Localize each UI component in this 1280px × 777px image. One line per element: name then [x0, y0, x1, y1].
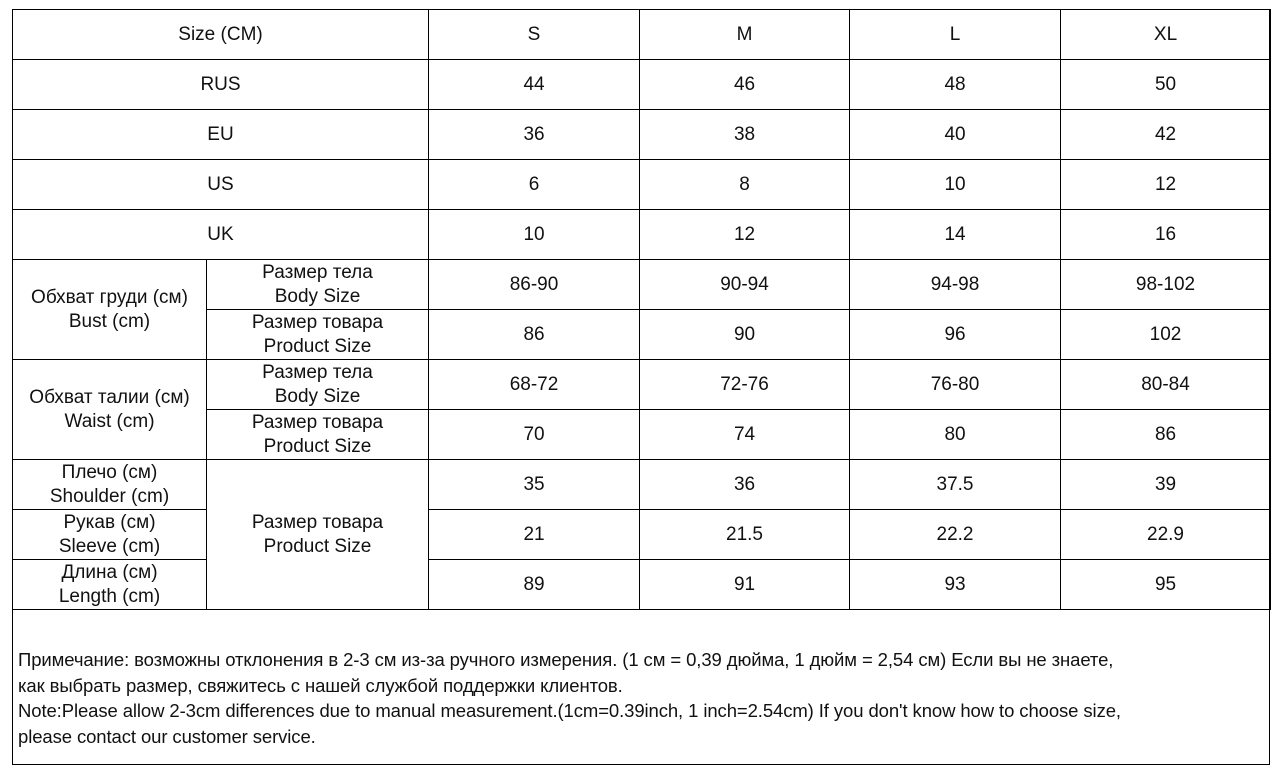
shoulder-label-ru: Плечо (см) — [61, 461, 158, 483]
value-cell: 6 — [429, 160, 640, 210]
value-cell: 86 — [1061, 410, 1271, 460]
value-cell: 8 — [640, 160, 850, 210]
value-cell: 22.9 — [1061, 510, 1271, 560]
value-cell: 12 — [640, 210, 850, 260]
value-cell: 95 — [1061, 560, 1271, 610]
value-cell: 40 — [850, 110, 1061, 160]
size-m-header: M — [640, 10, 850, 60]
value-cell: 46 — [640, 60, 850, 110]
note-ru-line-1: Примечание: возможны отклонения в 2-3 см из-за ручного измерения. (1 см = 0,39 дюйма, 1 дюйм = 2,54 см) Если вы не знаете, — [18, 649, 1114, 670]
value-cell: 37.5 — [850, 460, 1061, 510]
waist-label — [13, 360, 207, 460]
note-ru-line-2: как выбрать размер, свяжитесь с нашей службой поддержки клиентов. — [18, 674, 623, 696]
body-size-label-en: Body Size — [274, 385, 361, 407]
bust-label-en: Bust (cm) — [68, 310, 151, 332]
value-cell: 90-94 — [640, 260, 850, 310]
value-cell: 35 — [429, 460, 640, 510]
value-cell: 36 — [640, 460, 850, 510]
value-cell: 102 — [1061, 310, 1271, 360]
row-label: UK — [13, 210, 429, 260]
body-size-label-ru: Размер тела — [262, 361, 373, 383]
value-cell: 89 — [429, 560, 640, 610]
size-xl-header: XL — [1061, 10, 1271, 60]
product-size-group-en: Product Size — [263, 535, 372, 557]
waist-label-en: Waist (cm) — [64, 410, 155, 432]
value-cell: 42 — [1061, 110, 1271, 160]
sleeve-label-ru: Рукав (см) — [63, 511, 156, 533]
sleeve-label-en: Sleeve (cm) — [58, 535, 161, 557]
product-size-label-en: Product Size — [263, 335, 372, 357]
measurement-note — [18, 647, 1266, 749]
value-cell: 22.2 — [850, 510, 1061, 560]
header-row — [13, 10, 1271, 60]
note-en-line-2: please contact our customer service. — [18, 725, 316, 747]
rus-row — [13, 60, 1271, 110]
value-cell: 86-90 — [429, 260, 640, 310]
value-cell: 91 — [640, 560, 850, 610]
value-cell: 16 — [1061, 210, 1271, 260]
product-size-group-ru: Размер товара — [251, 511, 384, 533]
size-s-header: S — [429, 10, 640, 60]
length-label-ru: Длина (см) — [61, 561, 158, 583]
product-size-label-en: Product Size — [263, 435, 372, 457]
value-cell: 10 — [850, 160, 1061, 210]
value-cell: 93 — [850, 560, 1061, 610]
shoulder-row — [13, 460, 1271, 510]
length-label-en: Length (cm) — [58, 585, 161, 607]
value-cell: 90 — [640, 310, 850, 360]
shoulder-label — [13, 460, 207, 510]
body-size-label-ru: Размер тела — [262, 261, 373, 283]
us-row — [13, 160, 1271, 210]
product-size-label — [207, 410, 429, 460]
size-l-header: L — [850, 10, 1061, 60]
value-cell: 21.5 — [640, 510, 850, 560]
body-size-label-en: Body Size — [274, 285, 361, 307]
value-cell: 80-84 — [1061, 360, 1271, 410]
waist-label-ru: Обхват талии (см) — [29, 386, 190, 408]
value-cell: 86 — [429, 310, 640, 360]
value-cell: 12 — [1061, 160, 1271, 210]
value-cell: 72-76 — [640, 360, 850, 410]
value-cell: 70 — [429, 410, 640, 460]
product-size-label-ru: Размер товара — [251, 411, 384, 433]
eu-row — [13, 110, 1271, 160]
value-cell: 68-72 — [429, 360, 640, 410]
bust-label — [13, 260, 207, 360]
value-cell: 74 — [640, 410, 850, 460]
length-label — [13, 560, 207, 610]
product-size-label-ru: Размер товара — [251, 311, 384, 333]
sleeve-label — [13, 510, 207, 560]
shoulder-label-en: Shoulder (cm) — [49, 485, 170, 507]
value-cell: 21 — [429, 510, 640, 560]
product-size-label — [207, 310, 429, 360]
bust-body-row — [13, 260, 1271, 310]
product-size-group-label — [207, 460, 429, 610]
uk-row — [13, 210, 1271, 260]
sleeve-row — [13, 510, 1271, 560]
note-en-line-1: Note:Please allow 2-3cm differences due to manual measurement.(1cm=0.39inch, 1 inch=2.54cm) If you don't know how to choose size, — [18, 700, 1121, 721]
row-label: RUS — [13, 60, 429, 110]
value-cell: 98-102 — [1061, 260, 1271, 310]
value-cell: 38 — [640, 110, 850, 160]
value-cell: 76-80 — [850, 360, 1061, 410]
value-cell: 14 — [850, 210, 1061, 260]
value-cell: 39 — [1061, 460, 1271, 510]
size-header-cell: Size (CM) — [13, 10, 429, 60]
row-label: US — [13, 160, 429, 210]
value-cell: 94-98 — [850, 260, 1061, 310]
value-cell: 80 — [850, 410, 1061, 460]
length-row — [13, 560, 1271, 610]
size-chart-table — [12, 9, 1271, 610]
bust-label-ru: Обхват груди (см) — [31, 286, 188, 308]
value-cell: 48 — [850, 60, 1061, 110]
value-cell: 36 — [429, 110, 640, 160]
value-cell: 44 — [429, 60, 640, 110]
body-size-label — [207, 260, 429, 310]
row-label: EU — [13, 110, 429, 160]
value-cell: 96 — [850, 310, 1061, 360]
value-cell: 10 — [429, 210, 640, 260]
waist-body-row — [13, 360, 1271, 410]
body-size-label — [207, 360, 429, 410]
value-cell: 50 — [1061, 60, 1271, 110]
